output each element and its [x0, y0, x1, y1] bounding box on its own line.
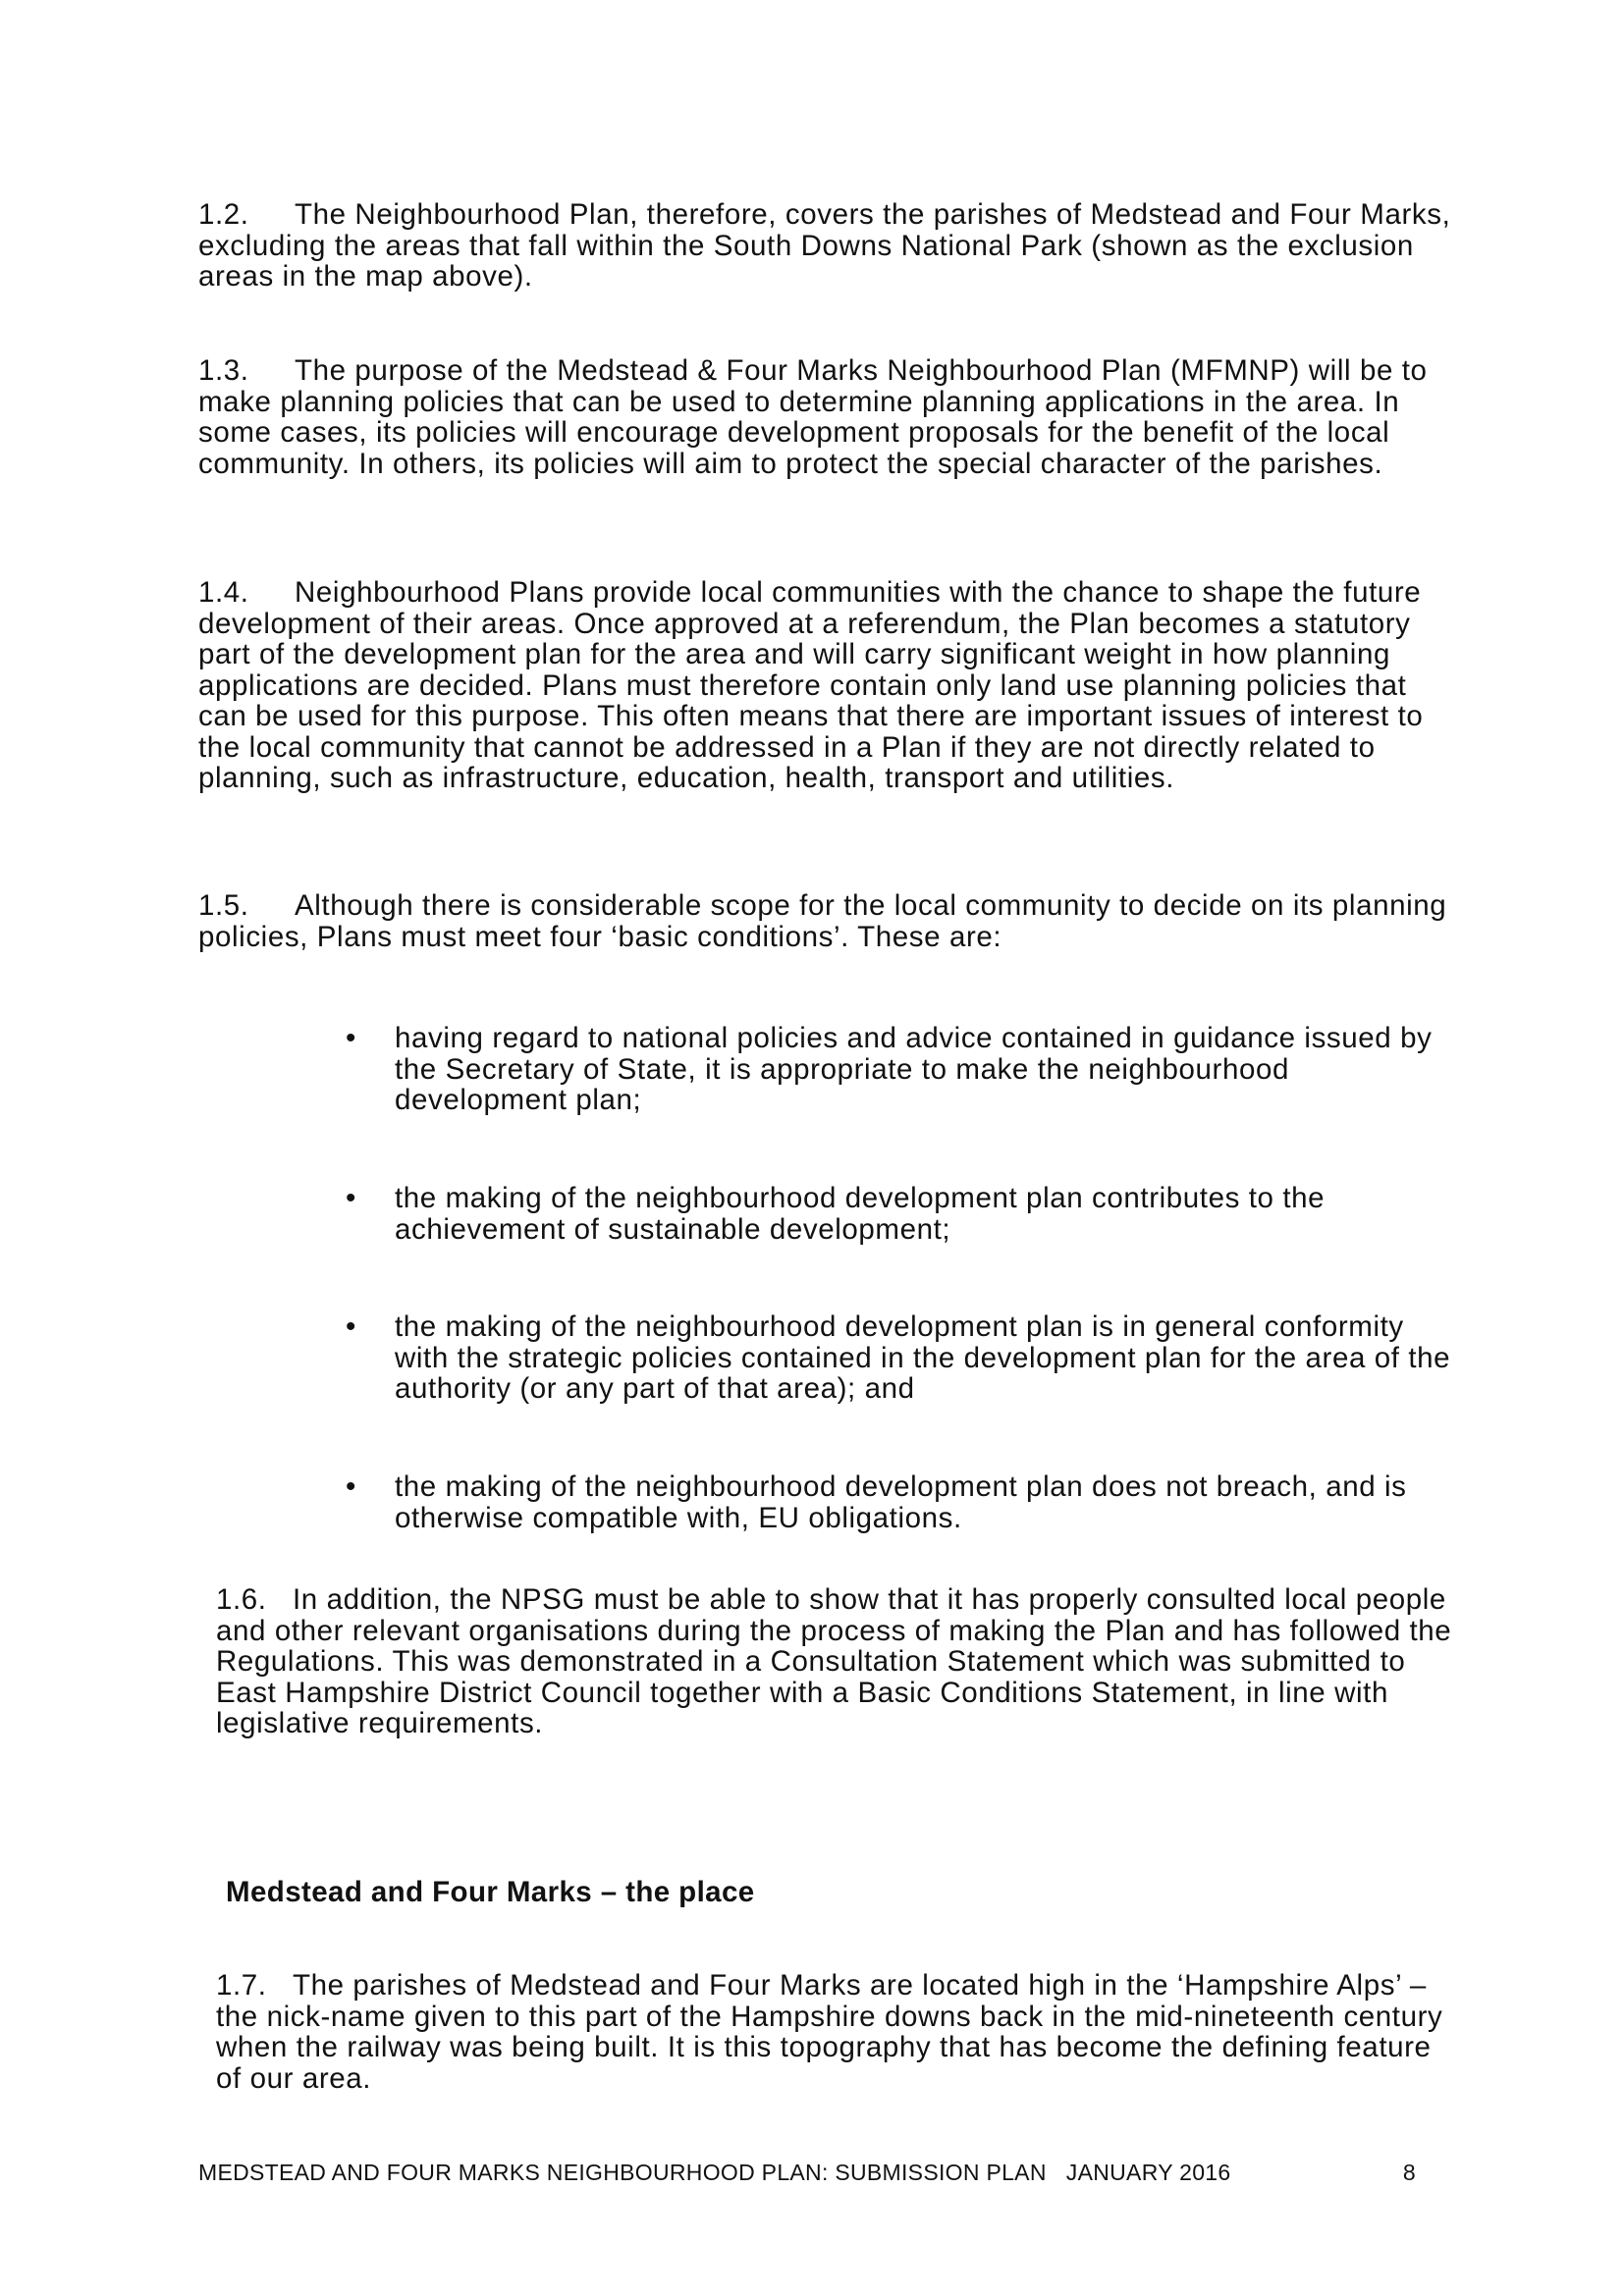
paragraph-number: 1.2.: [198, 198, 249, 231]
list-item-text: the making of the neighbourhood development plan does not breach, and is otherwise compatible with, EU obligations.: [395, 1470, 1407, 1534]
list-item-text: the making of the neighbourhood development plan contributes to the achievement of sustainable development;: [395, 1182, 1326, 1246]
bullet-icon: •: [346, 1182, 356, 1214]
paragraph-number: 1.5.: [198, 889, 249, 922]
list-item: [346, 1471, 1460, 1533]
paragraph-1-5: [198, 890, 1455, 952]
paragraph-text: In addition, the NPSG must be able to show that it has properly consulted local people and other relevant organisations during the process of making the Plan and has followed the Regulations. This was demonstrated in a Consultation Statement which was submitted to East Hampshire District Council together with a Basic Conditions Statement, in line with legislative requirements.: [216, 1583, 1452, 1739]
paragraph-1-6: [216, 1584, 1458, 1739]
page-footer: [198, 2160, 1416, 2185]
paragraph-1-3: [198, 355, 1455, 479]
paragraph-text: The purpose of the Medstead & Four Marks Neighbourhood Plan (MFMNP) will be to make planning policies that can be used to determine planning applications in the area. In some cases, its policies will encourage development proposals for the benefit of the local community. In others, its policies will aim to protect the special character of the parishes.: [198, 354, 1428, 480]
paragraph-number: 1.4.: [198, 576, 249, 609]
paragraph-text: The Neighbourhood Plan, therefore, covers the parishes of Medstead and Four Marks, excluding the areas that fall within the South Downs National Park (shown as the exclusion areas in the map above).: [198, 198, 1451, 293]
bullet-icon: •: [346, 1470, 356, 1503]
list-item: [346, 1183, 1460, 1245]
bullet-icon: •: [346, 1022, 356, 1054]
paragraph-text: Although there is considerable scope for the local community to decide on its planning policies, Plans must meet four ‘basic conditions’. These are:: [198, 889, 1447, 953]
paragraph-text: Neighbourhood Plans provide local communities with the chance to shape the future development of their areas. Once approved at a referendum, the Plan becomes a statutory part of the development plan for the area and will carry significant weight in how planning applications are decided. Plans must therefore contain only land use planning policies that can be used for this purpose. This often means that there are important issues of interest to the local community that cannot be addressed in a Plan if they are not directly related to planning, such as infrastructure, education, health, transport and utilities.: [198, 576, 1424, 794]
list-item-text: the making of the neighbourhood development plan is in general conformity with the strategic policies contained in the development plan for the area of the authority (or any part of that area); and: [395, 1310, 1451, 1405]
paragraph-number: 1.7.: [216, 1969, 267, 2002]
paragraph-number: 1.3.: [198, 354, 249, 387]
paragraph-number: 1.6.: [216, 1583, 267, 1616]
paragraph-1-7: [216, 1970, 1458, 2094]
paragraph-1-4: [198, 577, 1455, 794]
list-item: [346, 1023, 1460, 1116]
paragraph-text: The parishes of Medstead and Four Marks are located high in the ‘Hampshire Alps’ – the nick-name given to this part of the Hampshire downs back in the mid-nineteenth century when the railway was being built. It is this topography that has become the defining feature of our area.: [216, 1969, 1443, 2095]
list-item: [346, 1311, 1460, 1405]
bullet-icon: •: [346, 1310, 356, 1343]
footer-title: MEDSTEAD AND FOUR MARKS NEIGHBOURHOOD PLAN: SUBMISSION PLAN JANUARY 2016: [198, 2160, 1231, 2185]
page-number: 8: [1402, 2160, 1416, 2185]
list-item-text: having regard to national policies and advice contained in guidance issued by the Secretary of State, it is appropriate to make the neighbourhood development plan;: [395, 1022, 1433, 1116]
section-heading: Medstead and Four Marks – the place: [226, 1876, 755, 1908]
paragraph-1-2: [198, 199, 1455, 293]
